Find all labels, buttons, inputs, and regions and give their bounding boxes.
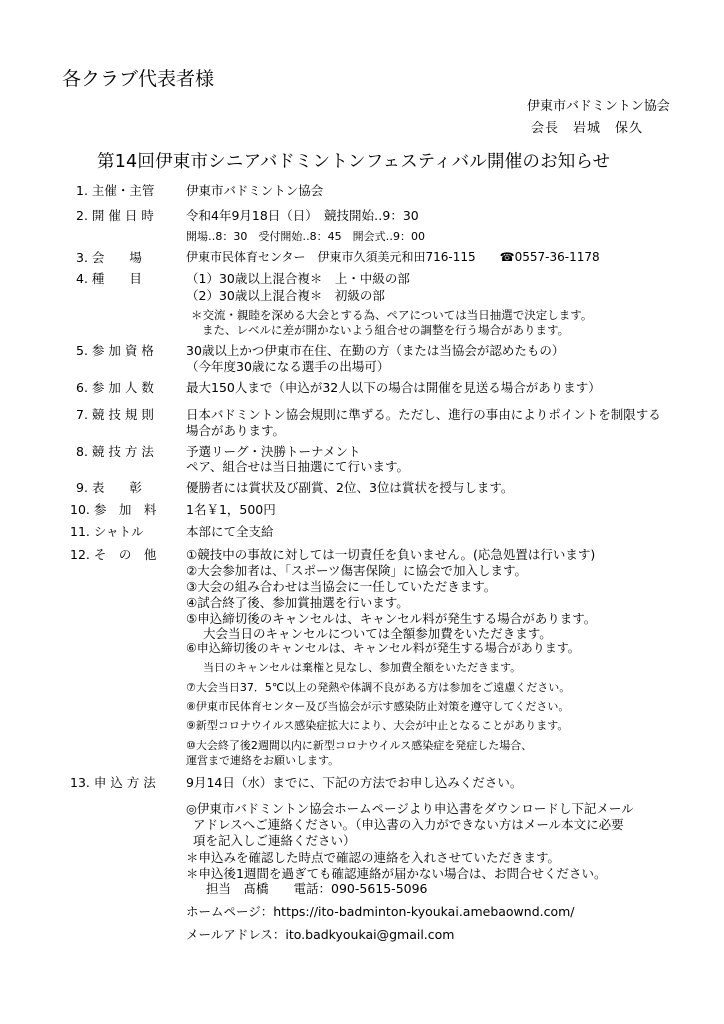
item-label-shuttle: 11. シャトル [70,524,144,539]
item-value-event-2: （2）30歳以上混合複＊ 初級の部 [186,288,385,303]
apply-deadline: 9月14日（水）までに、下記の方法でお申し込みください。 [186,775,523,790]
item-value-host: 伊東市バドミントン協会 [186,183,324,198]
president-name: 会長 岩城 保久 [531,121,644,136]
item-value-fee: 1名￥1，500円 [186,502,276,517]
apply-contact: 担当 髙橋 電話：090-5615-5096 [206,881,428,896]
addressee: 各クラブ代表者様 [62,68,215,90]
item-note-events-2: また、レベルに差が開かないよう組合せの調整を行う場合があります。 [202,323,570,337]
item-value-award: 優勝者には賞状及び副賞、2位、3位は賞状を授与します。 [186,480,514,495]
item-value-eligibility-1: 30歳以上かつ伊東市在住、在勤の方（または当協会が認めたもの） [186,343,565,358]
item-label-date: 2. 開 催 日 時 [76,208,154,223]
other-note-3: ③大会の組み合わせは当協会に一任していただきます。 [186,579,497,594]
item-label-apply: 13. 申 込 方 法 [70,775,156,790]
item-note-events-1: ＊交流・親睦を深める大会とする為、ペアについては当日抽選で決定します。 [191,308,593,322]
other-note-6-cont: 当日のキャンセルは棄権と見なし、参加費全額をいただきます。 [203,661,522,674]
item-value-event-1: （1）30歳以上混合複＊ 上・中級の部 [186,271,410,286]
other-note-10: ⑩大会終了後2週間以内に新型コロナウイルス感染症を発症した場合、 [186,739,533,752]
item-value-eligibility-2: （今年度30歳になる選手の出場可） [186,359,390,374]
item-value-date-detail: 開場‥8：30 受付開始‥8：45 開会式‥9：00 [186,230,426,243]
item-label-count: 6. 参 加 人 数 [76,380,154,395]
item-label-rules: 7. 競 技 規 則 [76,407,154,422]
email-address[interactable]: メールアドレス：ito.badkyoukai@gmail.com [186,927,455,942]
other-note-5-cont: 大会当日のキャンセルについては全額参加費をいただきます。 [203,626,552,641]
item-value-rules-2: 場合があります。 [186,423,286,438]
organization-name: 伊東市バドミントン協会 [527,99,670,114]
item-label-award: 9. 表 彰 [76,480,142,495]
item-value-rules-1: 日本バドミントン協会規則に準ずる。ただし、進行の事由によりポイントを制限する [186,407,661,422]
item-value-venue: 伊東市民体育センター 伊東市久須美元和田716-115 ☎0557-36-1178 [186,250,600,264]
item-value-method-1: 予選リーグ・決勝トーナメント [186,444,361,459]
other-note-9: ⑨新型コロナウイルス感染症拡大により、大会が中止となることがあります。 [186,719,569,732]
apply-method-2: アドレスへご連絡ください。（申込書の入力ができない方はメール本文に必要 [193,817,624,832]
item-label-host: 1. 主催・主管 [76,183,155,198]
other-note-2: ②大会参加者は、「スポーツ傷害保険」に協会で加入します。 [186,563,527,578]
item-label-fee: 10. 参 加 料 [70,502,157,517]
item-value-date: 令和4年9月18日（日） 競技開始‥9：30 [186,208,419,223]
document-title: 第14回伊東市シニアバドミントンフェスティバル開催のお知らせ [97,152,611,172]
homepage-url[interactable]: ホームページ：https://ito-badminton-kyoukai.amebaownd.com/ [186,904,575,919]
other-note-4: ④試合終了後、参加賞抽選を行います。 [186,595,409,610]
other-note-7: ⑦大会当日37．5℃以上の発熱や体調不良がある方は参加をご遠慮ください。 [186,681,571,694]
apply-note-1: ＊申込みを確認した時点で確認の連絡を入れさせていただきます。 [186,850,561,865]
other-note-5: ⑤申込締切後のキャンセルは、キャンセル料が発生する場合があります。 [186,611,597,626]
apply-method-1: ◎伊東市バドミントン協会ホームページより申込書をダウンロードし下記メール [186,801,634,816]
item-label-method: 8. 競 技 方 法 [76,444,154,459]
other-note-8: ⑧伊東市民体育センター及び当協会が示す感染防止対策を遵守してください。 [186,700,570,713]
item-label-events: 4. 種 目 [76,271,142,286]
other-note-10-cont: 運営まで連絡をお願いします。 [186,754,340,767]
item-label-other: 12. そ の 他 [70,547,157,562]
item-label-eligibility: 5. 参 加 資 格 [76,343,154,358]
item-value-method-2: ペア、組合せは当日抽選にて行います。 [186,459,410,474]
apply-note-2: ＊申込後1週間を過ぎても確認連絡が届かない場合は、お問合せください。 [186,866,607,881]
item-label-venue: 3. 会 場 [76,250,142,265]
other-note-6: ⑥申込締切後のキャンセルは、キャンセル料が発生する場合があります。 [186,641,580,655]
apply-method-3: 項を記入しご連絡ください） [193,833,356,848]
item-value-shuttle: 本部にて全支給 [186,524,274,539]
item-value-count: 最大150人まで（申込が32人以下の場合は開催を見送る場合があります） [186,380,601,395]
other-note-1: ①競技中の事故に対しては一切責任を負いません。(応急処置は行います) [186,547,596,562]
